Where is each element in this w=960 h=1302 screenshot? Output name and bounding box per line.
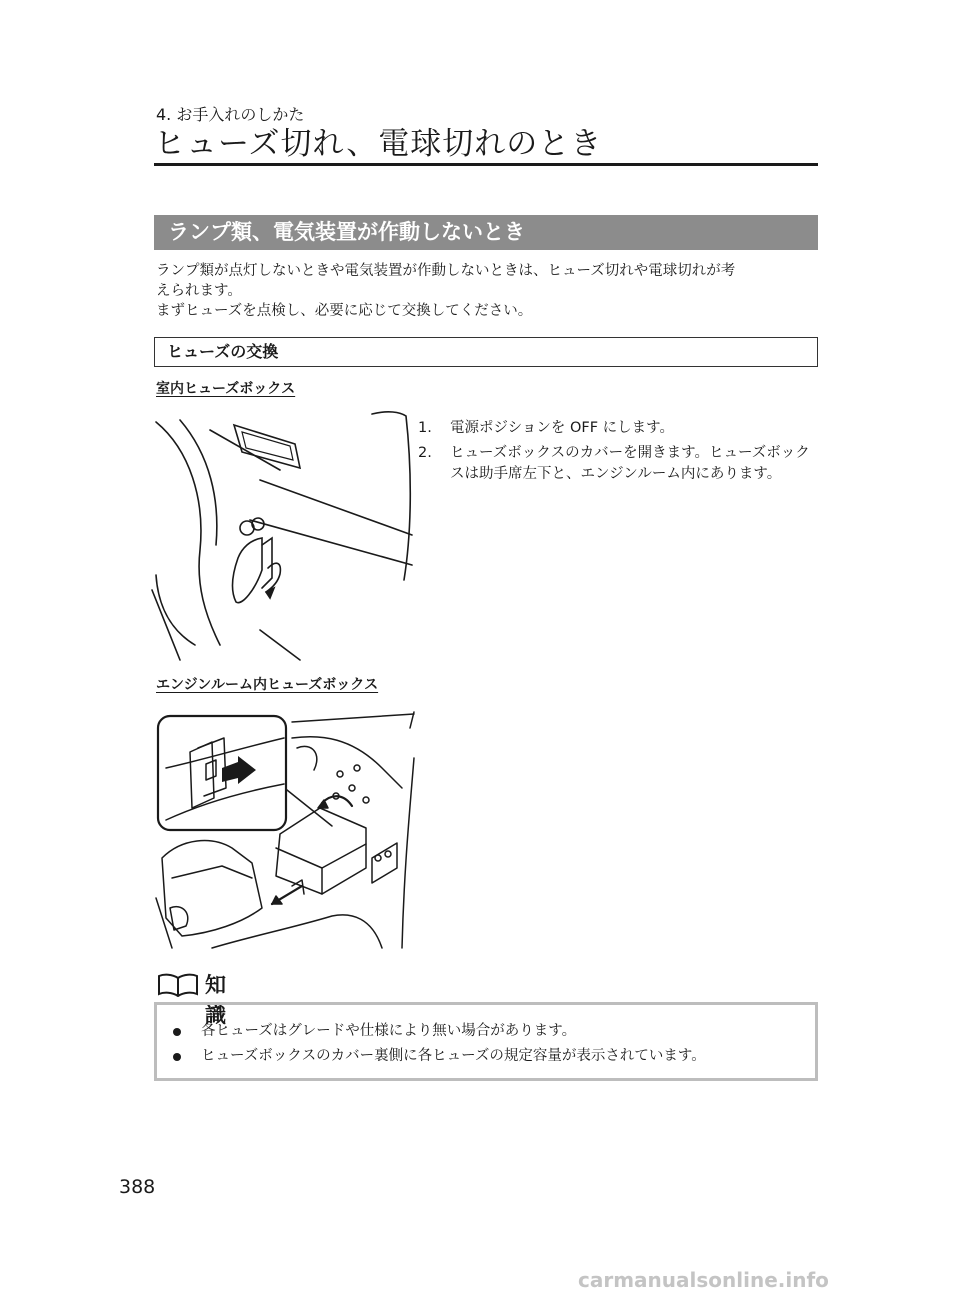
knowledge-title: 知識 — [205, 973, 226, 1027]
knowledge-item — [171, 1044, 706, 1069]
knowledge-text: 各ヒューズはグレードや仕様により無い場合があります。 — [201, 1023, 577, 1039]
chapter-label: 4. お手入れのしかた — [156, 105, 305, 124]
knowledge-text: ヒューズボックスのカバー裏側に各ヒューズの規定容量が表示されています。 — [201, 1048, 706, 1064]
knowledge-list — [171, 1019, 706, 1069]
bullet-icon — [173, 1053, 181, 1061]
knowledge-box — [154, 1002, 818, 1081]
intro-line-2: えられます。 — [156, 283, 242, 299]
watermark: carmanualsonline.info — [578, 1268, 829, 1292]
step-text: 電源ポジションを OFF にします。 — [450, 420, 674, 436]
intro-line-1: ランプ類が点灯しないときや電気装置が作動しないときは、ヒューズ切れや電球切れが考 — [156, 263, 736, 279]
engine-fusebox-illustration — [152, 708, 424, 962]
steps-list — [418, 418, 820, 489]
page-number: 388 — [119, 1176, 156, 1198]
step-item — [418, 418, 820, 439]
knowledge-item — [171, 1019, 706, 1044]
subsection-heading: ヒューズの交換 — [154, 337, 818, 367]
bullet-icon — [173, 1028, 181, 1036]
step-text: ヒューズボックスのカバーを開きます。ヒューズボックスは助手席左下と、エンジンルーム内にあります。 — [450, 445, 810, 482]
section-heading: ランプ類、電気装置が作動しないとき — [154, 215, 818, 250]
intro-line-3: まずヒューズを点検し、必要に応じて交換してください。 — [156, 303, 533, 319]
interior-fusebox-label: 室内ヒューズボックス — [156, 381, 296, 397]
title-rule — [154, 163, 818, 166]
step-number: 2. — [418, 445, 432, 461]
intro-text — [156, 261, 820, 321]
page-title: ヒューズ切れ、電球切れのとき — [154, 126, 603, 162]
step-item — [418, 443, 820, 485]
book-icon — [157, 973, 199, 997]
interior-fusebox-illustration — [150, 410, 420, 665]
engine-fusebox-label: エンジンルーム内ヒューズボックス — [156, 677, 379, 693]
step-number: 1. — [418, 420, 432, 436]
